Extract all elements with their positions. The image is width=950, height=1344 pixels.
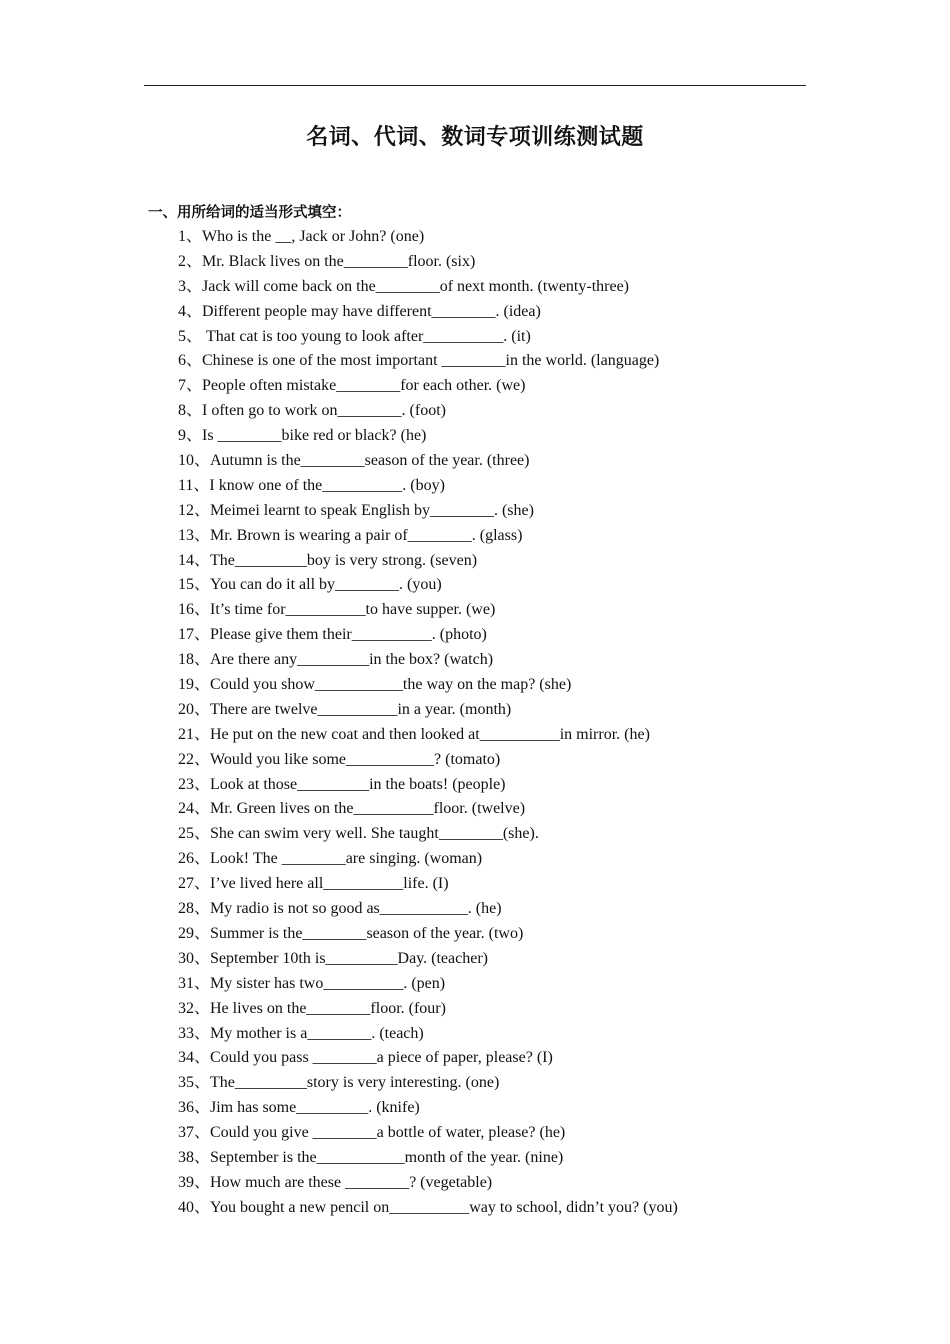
question-item: 24、Mr. Green lives on the__________floor. (twelve)	[178, 800, 526, 818]
question-item: 31、My sister has two__________. (pen)	[178, 974, 446, 992]
question-item: 7、People often mistake________for each other. (we)	[178, 377, 526, 395]
question-item: 15、You can do it all by________. (you)	[178, 576, 442, 594]
question-item: 25、She can swim very well. She taught________(she).	[178, 825, 539, 843]
question-item: 4、Different people may have different________. (idea)	[178, 302, 541, 320]
question-item: 20、There are twelve__________in a year. (month)	[178, 700, 512, 718]
question-item: 19、Could you show___________the way on the map? (she)	[178, 676, 572, 694]
question-item: 33、My mother is a________. (teach)	[178, 1024, 424, 1042]
question-item: 39、How much are these ________? (vegetable)	[178, 1173, 493, 1191]
question-item: 38、September is the___________month of the year. (nine)	[178, 1148, 564, 1166]
question-item: 1、Who is the __, Jack or John? (one)	[178, 228, 425, 245]
question-item: 8、I often go to work on________. (foot)	[178, 402, 446, 420]
question-item: 11、I know one of the__________. (boy)	[178, 476, 445, 494]
question-item: 12、Meimei learnt to speak English by________. (she)	[178, 501, 534, 519]
question-item: 6、Chinese is one of the most important ________in the world. (language)	[178, 352, 660, 370]
question-item: 14、The_________boy is very strong. (seven)	[178, 551, 478, 569]
question-item: 3、Jack will come back on the________of next month. (twenty-three)	[178, 277, 629, 295]
question-item: 29、Summer is the________season of the year. (two)	[178, 924, 524, 942]
question-item: 17、Please give them their__________. (photo)	[178, 626, 487, 644]
page-title: 名词、代词、数词专项训练测试题	[306, 125, 644, 150]
question-item: 21、He put on the new coat and then looked at__________in mirror. (he)	[178, 725, 650, 743]
question-item: 9、Is ________bike red or black? (he)	[178, 427, 427, 445]
section-heading: 一、用所给词的适当形式填空：	[148, 205, 351, 221]
question-item: 28、My radio is not so good as___________. (he)	[178, 900, 502, 918]
question-item: 18、Are there any_________in the box? (watch)	[178, 651, 494, 669]
question-item: 22、Would you like some___________? (tomato)	[178, 750, 501, 768]
question-item: 35、The_________story is very interesting. (one)	[178, 1074, 500, 1092]
question-item: 34、Could you pass ________a piece of paper, please? (I)	[178, 1049, 553, 1067]
question-item: 30、September 10th is_________Day. (teacher)	[178, 949, 488, 967]
question-item: 16、It’s time for__________to have supper. (we)	[178, 601, 496, 619]
question-item: 27、I’ve lived here all__________life. (I)	[178, 875, 449, 893]
question-item: 23、Look at those_________in the boats! (people)	[178, 775, 506, 793]
question-item: 32、He lives on the________floor. (four)	[178, 999, 446, 1017]
question-item: 13、Mr. Brown is wearing a pair of________. (glass)	[178, 526, 523, 544]
header-rule	[144, 85, 806, 86]
question-item: 26、Look! The ________are singing. (woman)	[178, 850, 483, 868]
question-list	[178, 226, 678, 1222]
question-item: 36、Jim has some_________. (knife)	[178, 1099, 420, 1117]
question-item: 40、You bought a new pencil on__________way to school, didn’t you? (you)	[178, 1198, 678, 1216]
question-item: 2、Mr. Black lives on the________floor. (six)	[178, 252, 476, 270]
question-item: 10、Autumn is the________season of the year. (three)	[178, 452, 530, 470]
question-item: 5、 That cat is too young to look after__________. (it)	[178, 327, 531, 345]
question-item: 37、Could you give ________a bottle of water, please? (he)	[178, 1124, 566, 1142]
